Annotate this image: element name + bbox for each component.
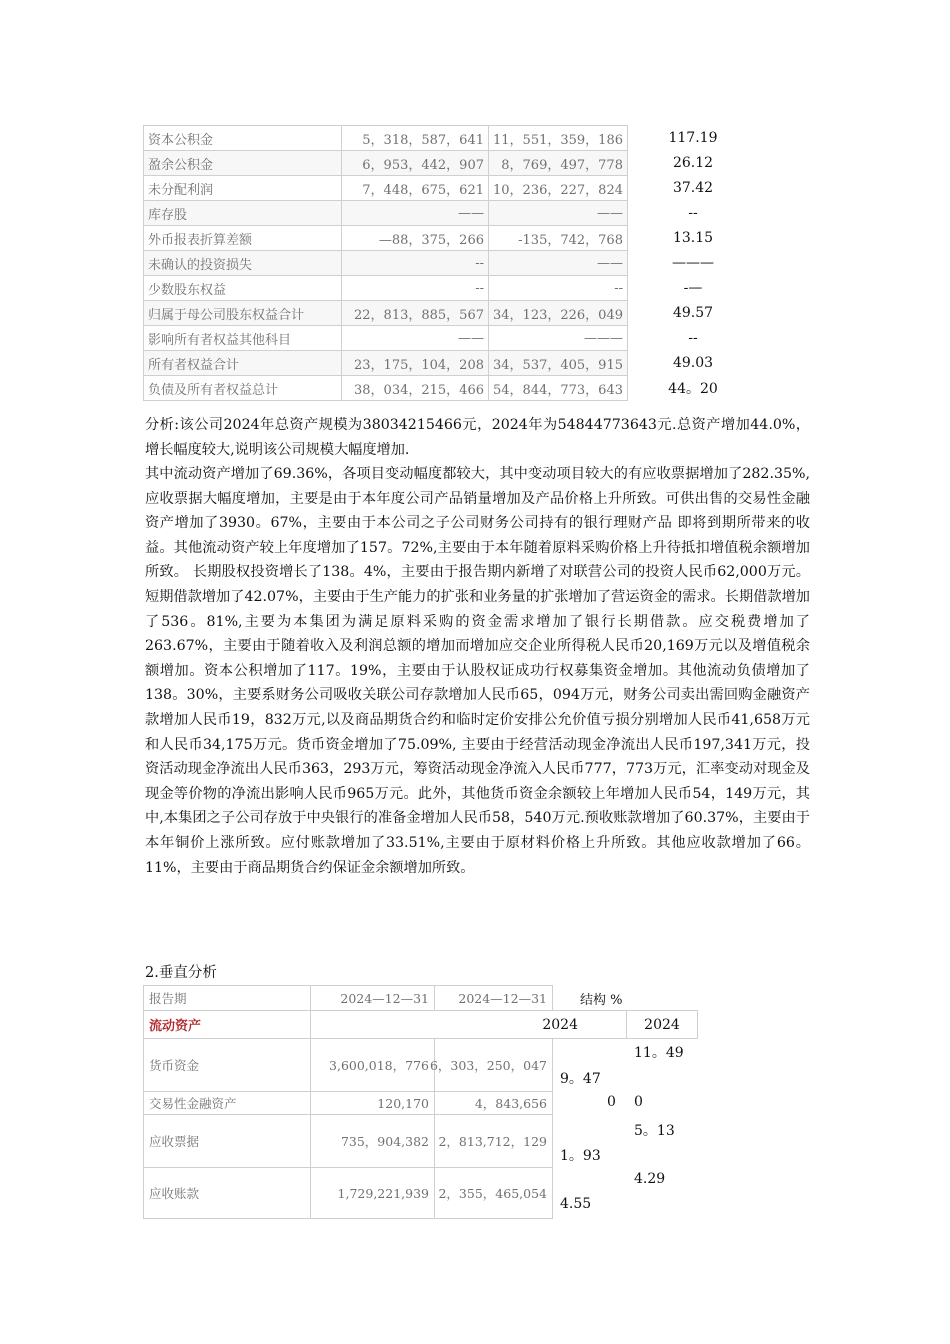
header-structure: 结构 % bbox=[580, 993, 623, 1008]
row-v1: 1,729,221,939 bbox=[310, 1167, 435, 1219]
row-name: 库存股 bbox=[144, 201, 342, 226]
row-structure-top: 4.29 bbox=[634, 1171, 666, 1187]
table-row bbox=[144, 126, 808, 151]
row-value-2024b: 11，551，359，186 bbox=[489, 126, 628, 151]
row-name: 货币资金 bbox=[143, 1038, 311, 1092]
table-row bbox=[144, 326, 808, 351]
row-change bbox=[627, 301, 807, 326]
group-year1: 2024 bbox=[434, 1010, 627, 1039]
row-name: 负债及所有者权益总计 bbox=[144, 376, 342, 401]
row-structure-bottom: 4.55 bbox=[560, 1196, 592, 1212]
row-change bbox=[627, 251, 807, 276]
row-value-2024a: 23，175，104，208 bbox=[342, 351, 489, 376]
row-name: 外币报表折算差额 bbox=[144, 226, 342, 251]
row-value-2024b: —— bbox=[489, 251, 628, 276]
row-v1: 735，904,382 bbox=[310, 1114, 435, 1168]
change-value: 13.15 bbox=[672, 230, 714, 246]
change-value: 117.19 bbox=[668, 130, 718, 146]
row-value-2024b: —— bbox=[489, 201, 628, 226]
row-name: 少数股东权益 bbox=[144, 276, 342, 301]
row-value-2024b: ——— bbox=[489, 326, 628, 351]
row-change bbox=[627, 326, 807, 351]
row-change bbox=[627, 351, 807, 376]
row-value-2024a: 6，953，442，907 bbox=[342, 151, 489, 176]
row-change bbox=[627, 376, 807, 401]
row-change bbox=[627, 151, 807, 176]
row-name: 影响所有者权益其他科目 bbox=[144, 326, 342, 351]
row-structure-bottom: 9。47 bbox=[560, 1071, 601, 1087]
table-row bbox=[144, 351, 808, 376]
analysis-summary: 分析:该公司2024年总资产规模为38034215466元，2024年为54844773643元.总资产增加44.0%，增长幅度较大,说明该公司规模大幅度增加. bbox=[145, 417, 810, 458]
row-structure-left: 0 bbox=[607, 1094, 616, 1110]
row-name: 所有者权益合计 bbox=[144, 351, 342, 376]
row-v1: 120,170 bbox=[310, 1091, 435, 1115]
row-value-2024b: 54，844，773，643 bbox=[489, 376, 628, 401]
row-value-2024b: 34，123，226，049 bbox=[489, 301, 628, 326]
analysis-detail: 其中流动资产增加了69.36%，各项目变动幅度都较大，其中变动项目较大的有应收票据增加了282.35%,应收票据大幅度增加，主要是由于本年度公司产品销量增加及产品价格上升所致。可供出售的交易性金融资产增加了3930。67%，主要由于本公司之子公司财务公司持有的银行理财产品 即将到期所带来的收益。其他流动资产较上年度增加了157。72%,主要由于本年随着原料采购价格上升待抵扣增值税余额增加所致。 长期股权投资增长了138。4%，主要由于报告期内新增了对联营公司的投资人民币62,000万元。短期借款增加了42.07%，主要由于生产能力的扩张和业务量的扩张增加了营运资金的需求。长期借款增加了536。81%,主要为本集团为满足原料采购的资金需求增加了银行长期借款。应交税费增加了263.67%，主要由于随着收入及利润总额的增加而增加应交企业所得税人民币20,169万元以及增值税余额增加。资本公积增加了117。19%，主要由于认股权证成功行权募集资金增加。其他流动负债增加了138。30%，主要系财务公司吸收关联公司存款增加人民币65，094万元，财务公司卖出需回购金融资产款增加人民币19，832万元,以及商品期货合约和临时定价安排公允价值亏损分别增加人民币41,658万元和人民币34,175万元。货币资金增加了75.09%, 主要由于经营活动现金净流出人民币197,341万元，投资活动现金净流出人民币363，293万元，筹资活动现金净流入人民币777，773万元，汇率变动对现金及现金等价物的净流出影响人民币965万元。此外，其他货币资金余额较上年增加人民币54，149万元，其中,本集团之子公司存放于中央银行的准备金增加人民币58，540万元.预收账款增加了60.37%，主要由于本年铜价上涨所致。应付账款增加了33.51%,主要由于原材料价格上升所致。其他应收款增加了66。11%，主要由于商品期货合约保证金余额增加所致。 bbox=[145, 466, 810, 876]
row-change bbox=[627, 226, 807, 251]
row-value-2024b: 34，537，405，915 bbox=[489, 351, 628, 376]
table-row bbox=[144, 151, 808, 176]
table-row bbox=[144, 276, 808, 301]
row-value-2024a: -- bbox=[342, 276, 489, 301]
row-name: 归属于母公司股东权益合计 bbox=[144, 301, 342, 326]
row-change bbox=[627, 201, 807, 226]
header-col2: 2024—12—31 bbox=[434, 985, 553, 1011]
table-row bbox=[144, 176, 808, 201]
row-name: 应收账款 bbox=[143, 1167, 311, 1219]
group-year2: 2024 bbox=[626, 1010, 698, 1039]
header-label: 报告期 bbox=[143, 985, 311, 1011]
row-value-2024a: 38，034，215，466 bbox=[342, 376, 489, 401]
change-value: 37.42 bbox=[672, 180, 714, 196]
row-value-2024b: -- bbox=[489, 276, 628, 301]
group-label-current-assets: 流动资产 bbox=[143, 1010, 311, 1039]
row-value-2024a: -- bbox=[342, 251, 489, 276]
section-heading-vertical-analysis: 2.垂直分析 bbox=[145, 965, 217, 981]
row-v1: 3,600,018，776 bbox=[310, 1038, 435, 1092]
row-value-2024a: —— bbox=[342, 326, 489, 351]
row-structure-top: 5。13 bbox=[634, 1123, 675, 1139]
row-v2: 6，303，250，047 bbox=[434, 1038, 553, 1092]
row-value-2024a: 22，813，885，567 bbox=[342, 301, 489, 326]
row-change bbox=[627, 276, 807, 301]
row-v2: 2，355，465,054 bbox=[434, 1167, 553, 1219]
change-value: 26.12 bbox=[672, 155, 714, 171]
row-name: 未确认的投资损失 bbox=[144, 251, 342, 276]
row-value-2024b: 10，236，227，824 bbox=[489, 176, 628, 201]
change-value: ——— bbox=[671, 255, 714, 271]
row-structure-bottom: 1。93 bbox=[560, 1148, 601, 1164]
row-value-2024a: —— bbox=[342, 201, 489, 226]
table-row bbox=[144, 376, 808, 401]
row-name: 应收票据 bbox=[143, 1114, 311, 1168]
row-name: 交易性金融资产 bbox=[143, 1091, 311, 1115]
header-col1: 2024—12—31 bbox=[310, 985, 435, 1011]
table-row bbox=[144, 201, 808, 226]
row-name: 未分配利润 bbox=[144, 176, 342, 201]
row-structure-right: 0 bbox=[634, 1094, 643, 1110]
vertical-analysis-table bbox=[143, 985, 703, 1221]
change-value: -- bbox=[688, 205, 698, 221]
change-value: 49.57 bbox=[672, 305, 714, 321]
row-value-2024a: 5，318，587，641 bbox=[342, 126, 489, 151]
row-change bbox=[627, 126, 807, 151]
table-row bbox=[144, 301, 808, 326]
table-row bbox=[144, 226, 808, 251]
row-v2: 4，843,656 bbox=[434, 1091, 553, 1115]
table-row bbox=[144, 251, 808, 276]
change-value: -- bbox=[688, 330, 698, 346]
row-name: 盈余公积金 bbox=[144, 151, 342, 176]
row-structure-top: 11。49 bbox=[634, 1045, 684, 1061]
row-value-2024b: 8，769，497，778 bbox=[489, 151, 628, 176]
change-value: 49.03 bbox=[672, 355, 714, 371]
change-value: 44。20 bbox=[668, 381, 718, 397]
equity-table bbox=[143, 125, 808, 401]
row-value-2024a: —88，375，266 bbox=[342, 226, 489, 251]
row-v2: 2，813,712，129 bbox=[434, 1114, 553, 1168]
row-name: 资本公积金 bbox=[144, 126, 342, 151]
row-value-2024b: -135，742，768 bbox=[489, 226, 628, 251]
change-value: -— bbox=[683, 280, 703, 296]
row-change bbox=[627, 176, 807, 201]
row-value-2024a: 7，448，675，621 bbox=[342, 176, 489, 201]
